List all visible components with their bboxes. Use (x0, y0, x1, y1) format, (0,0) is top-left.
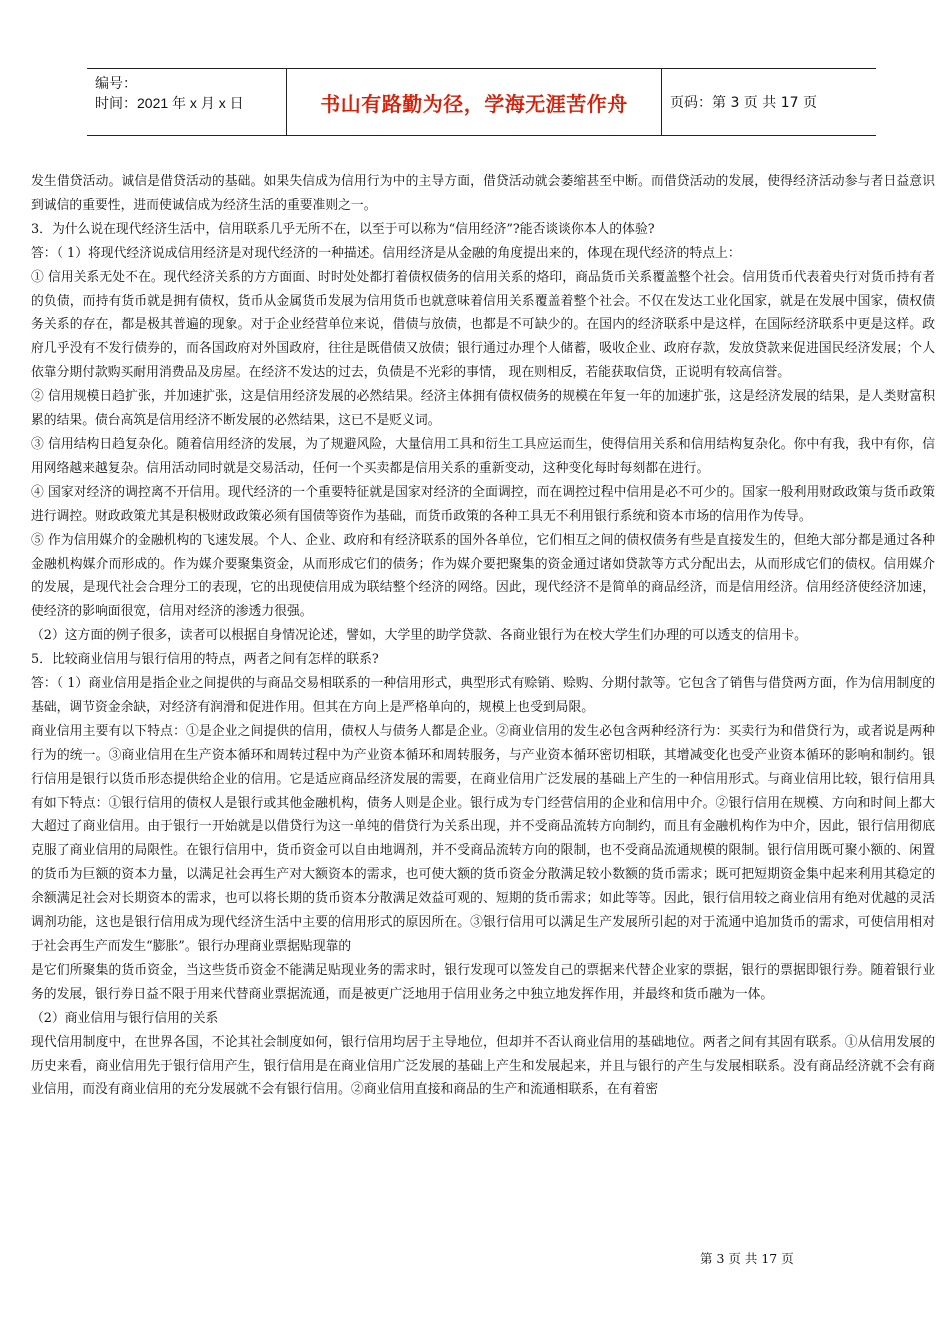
paragraph: （2）商业信用与银行信用的关系 (31, 1010, 219, 1026)
paragraph: 答：（ 1）商业信用是指企业之间提供的与商品交易相联系的一种信用形式，典型形式有赊销、赊购、分期付款等。它包含了销售与借贷两方面，作为信用制度的基础，调节资金余缺，对经济有润滑和促进作用。但其在方向上是严格单向的，规模上也受到局限。 (31, 676, 935, 715)
paragraph: 答：（ 1）将现代经济说成信用经济是对现代经济的一种描述。信用经济是从金融的角度提出来的，体现在现代经济的特点上： (31, 245, 741, 261)
paragraph: ② 信用规模日趋扩张，并加速扩张，这是信用经济发展的必然结果。经济主体拥有债权债务的规模在年复一年的加速扩张，这是经济发展的结果，是人类财富积累的结果。债台高筑是信用经济不断发展的必然结果，这已不是贬义词。 (31, 389, 935, 429)
document-number-label: 编号： (95, 75, 137, 91)
document-body (31, 170, 935, 1102)
header-page-info: 页码：第 3 页 共 17 页 (670, 95, 817, 111)
paragraph: ③ 信用结构日趋复杂化。随着信用经济的发展，为了规避风险，大量信用工具和衍生工具应运而生，使得信用关系和信用结构复杂化。你中有我，我中有你，信用网络越来越复杂。信用活动同时就是交易活动，任何一个买卖都是信用关系的重新变动，这种变化每时每刻都在进行。 (31, 436, 935, 476)
header-motto: 书山有路勤为径，学海无涯苦作舟 (287, 69, 662, 135)
paragraph: 发生借贷活动。诚信是借贷活动的基础。如果失信成为信用行为中的主导方面，借贷活动就会萎缩甚至中断。而借贷活动的发展，使得经济活动参与者日益意识到诚信的重要性，进而使诚信成为经济生活的重要准则之一。 (31, 174, 935, 213)
paragraph: 商业信用主要有以下特点：①是企业之间提供的信用，债权人与债务人都是企业。②商业信用的发生必包含两种经济行为：买卖行为和借贷行为，或者说是两种行为的统一。③商业信用在生产资本循环和周转过程中为产业资本循环和周转服务，与产业资本循环密切相联，其增减变化也受产业资本循环的影响和制约。银行信用是银行以货币形态提供给企业的信用。它是适应商品经济发展的需要，在商业信用广泛发展的基础上产生的一种信用形式。与商业信用比较，银行信用具有如下特点：①银行信用的债权人是银行或其他金融机构，债务人则是企业。银行成为专门经营信用的企业和信用中介。②银行信用在规模、方向和时间上都大大超过了商业信用。由于银行一开始就是以借贷行为这一单纯的借贷行为关系出现，并不受商品流转方向制约，而且有金融机构作为中介，因此，银行信用彻底克服了商业信用的局限性。在银行信用中，货币资金可以自由地调剂，并不受商品流转方向的限制，也不受商品流通规模的限制。银行信用既可聚小额的、闲置的货币为巨额的资本力量，以满足社会再生产对大额资本的需求，也可使大额的货币资金分散满足较小数额的货币需求；既可把短期资金集中起来利用其稳定的余额满足社会对长期资本的需求，也可以将长期的货币资本分散满足效益可观的、短期的货币需求；如此等等。因此，银行信用较之商业信用有绝对优越的灵活调剂功能，这也是银行信用成为现代经济生活中主要的信用形式的原因所在。③银行信用可以满足生产发展所引起的对于流通中追加货币的需求，可使信用相对于社会再生产而发生“膨胀”。银行办理商业票据贴现靠的 (31, 723, 935, 954)
paragraph: 是它们所聚集的货币资金，当这些货币资金不能满足贴现业务的需求时，银行发现可以签发自己的票据来代替企业家的票据，银行的票据即银行券。随着银行业务的发展，银行券日益不限于用来代替商业票据流通，而是被更广泛地用于信用业务之中独立地发挥作用，并最终和货币融为一体。 (31, 962, 935, 1002)
question-heading: 5．比较商业信用与银行信用的特点，两者之间有怎样的联系? (31, 652, 379, 668)
document-date: 时间：2021 年 x 月 x 日 (95, 95, 244, 111)
page-header (87, 68, 876, 136)
page-footer: 第 3 页 共 17 页 (700, 1251, 794, 1266)
paragraph: 现代信用制度中，在世界各国，不论其社会制度如何，银行信用均居于主导地位，但却并不否认商业信用的基础地位。两者之间有其固有联系。①从信用发展的历史来看，商业信用先于银行信用产生，银行信用是在商业信用广泛发展的基础上产生和发展起来，并且与银行的产生与发展相联系。没有商品经济就不会有商业信用，而没有商业信用的充分发展就不会有银行信用。②商业信用直接和商品的生产和流通相联系，在有着密 (31, 1034, 935, 1098)
question-heading: 3．为什么说在现代经济生活中，信用联系几乎无所不在，以至于可以称为“信用经济”?能否谈谈你本人的体验? (31, 221, 655, 237)
header-meta (87, 69, 287, 135)
paragraph: ① 信用关系无处不在。现代经济关系的方方面面、时时处处都打着债权债务的信用关系的烙印，商品货币关系覆盖整个社会。信用货币代表着央行对货币持有者的负债，而持有货币就是拥有债权，货币从金属货币发展为信用货币也就意味着信用关系覆盖着整个社会。不仅在发达工业化国家，就是在发展中国家，债权债务关系的存在，都是极其普遍的现象。对于企业经营单位来说，借债与放债，也都是不可缺少的。在国内的经济联系中是这样，在国际经济联系中更是这样。政府几乎没有不发行债券的，而各国政府对外国政府，往往是既借债又放债；银行通过办理个人储蓄，吸收企业、政府存款，发放贷款来促进国民经济发展；个人依靠分期付款购买耐用消费品及房屋。在经济不发达的过去，负债是不光彩的事情， 现在则相反，若能获取信贷，正说明有较高信誉。 (31, 269, 935, 381)
paragraph: ⑤ 作为信用媒介的金融机构的飞速发展。个人、企业、政府和有经济联系的国外各单位，它们相互之间的债权债务有些是直接发生的，但绝大部分都是通过各种金融机构媒介而形成的。作为媒介要聚集资金，从而形成它们的债务；作为媒介要把聚集的资金通过诸如贷款等方式分配出去，从而形成它们的债权。信用媒介的发展，是现代社会合理分工的表现，它的出现使信用成为联结整个经济的网络。因此，现代经济不是简单的商品经济，而是信用经济。信用经济使经济加速，使经济的影响面很宽，信用对经济的渗透力很强。 (31, 532, 935, 620)
paragraph: （2）这方面的例子很多，读者可以根据自身情况论述，譬如，大学里的助学贷款、各商业银行为在校大学生们办理的可以透支的信用卡。 (31, 628, 807, 644)
paragraph: ④ 国家对经济的调控离不开信用。现代经济的一个重要特征就是国家对经济的全面调控，而在调控过程中信用是必不可少的。国家一般利用财政政策与货币政策进行调控。财政政策尤其是积极财政政策必须有国债等资作为基础，而货币政策的各种工具无不利用银行系统和资本市场的信用作为传导。 (31, 484, 935, 524)
